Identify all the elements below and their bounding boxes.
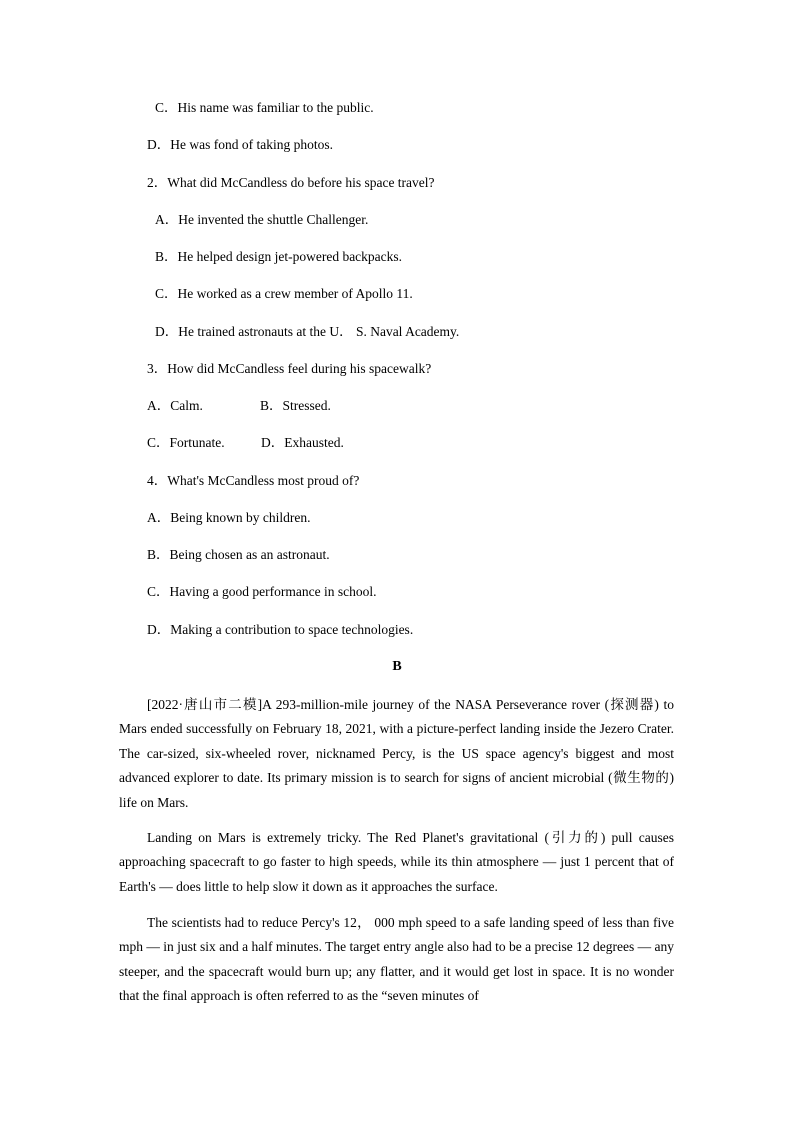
q4-option-c: C．Having a good performance in school.	[147, 584, 377, 599]
passage-paragraph-3	[119, 911, 674, 1009]
q3-stem: 3．How did McCandless feel during his spacewalk?	[147, 361, 432, 376]
q3-options-row-1	[147, 396, 331, 416]
passage-paragraph-2	[119, 826, 674, 899]
q1-option-c: C．His name was familiar to the public.	[155, 100, 374, 115]
q3-options-row-2	[147, 433, 344, 453]
q3-option-d: D．Exhausted.	[261, 435, 344, 450]
q2-option-d: D．He trained astronauts at the U． S. Naval Academy.	[155, 324, 460, 339]
q3-option-c: C．Fortunate.	[147, 435, 225, 450]
passage-paragraph-3-text: The scientists had to reduce Percy's 12， 000 mph speed to a safe landing speed of less than five mph — in just six and a half minutes. The target entry angle also had to be a precise 12 degrees — any steeper, and the spacecraft would burn up; any flatter, and it would get lost in space. It is no wonder that the final approach is often referred to as the “seven minutes of	[119, 915, 674, 1004]
q2-option-a: A．He invented the shuttle Challenger.	[155, 212, 369, 227]
q1-option-d: D．He was fond of taking photos.	[147, 137, 333, 152]
q4-stem: 4．What's McCandless most proud of?	[147, 473, 360, 488]
passage-paragraph-1-text: [2022·唐山市二模]A 293-million-mile journey of the NASA Perseverance rover (探测器) to Mars ended successfully on February 18, 2021, with a picture-perfect landing inside the Jezero Crater. The car-sized, six-wheeled rover, nicknamed Percy, is the US space agency's biggest and most advanced explorer to date. Its primary mission is to search for signs of ancient microbial (微生物的) life on Mars.	[119, 697, 674, 810]
q2-option-b: B．He helped design jet-powered backpacks.	[155, 249, 403, 264]
passage-paragraph-2-text: Landing on Mars is extremely tricky. The Red Planet's gravitational (引力的) pull causes approaching spacecraft to go faster to high speeds, while its thin atmosphere — just 1 percent that of Earth's — does little to help slow it down as it approaches the surface.	[119, 830, 674, 894]
q3-option-b: B．Stressed.	[260, 398, 331, 413]
q4-option-d: D．Making a contribution to space technologies.	[147, 622, 414, 637]
passage-paragraph-1	[119, 693, 674, 815]
q2-option-c: C．He worked as a crew member of Apollo 11.	[155, 286, 413, 301]
q4-option-a: A．Being known by children.	[147, 510, 311, 525]
q4-option-b: B．Being chosen as an astronaut.	[147, 547, 330, 562]
q2-stem: 2．What did McCandless do before his space travel?	[147, 175, 435, 190]
q3-option-a: A．Calm.	[147, 398, 203, 413]
section-heading: B	[392, 659, 402, 674]
